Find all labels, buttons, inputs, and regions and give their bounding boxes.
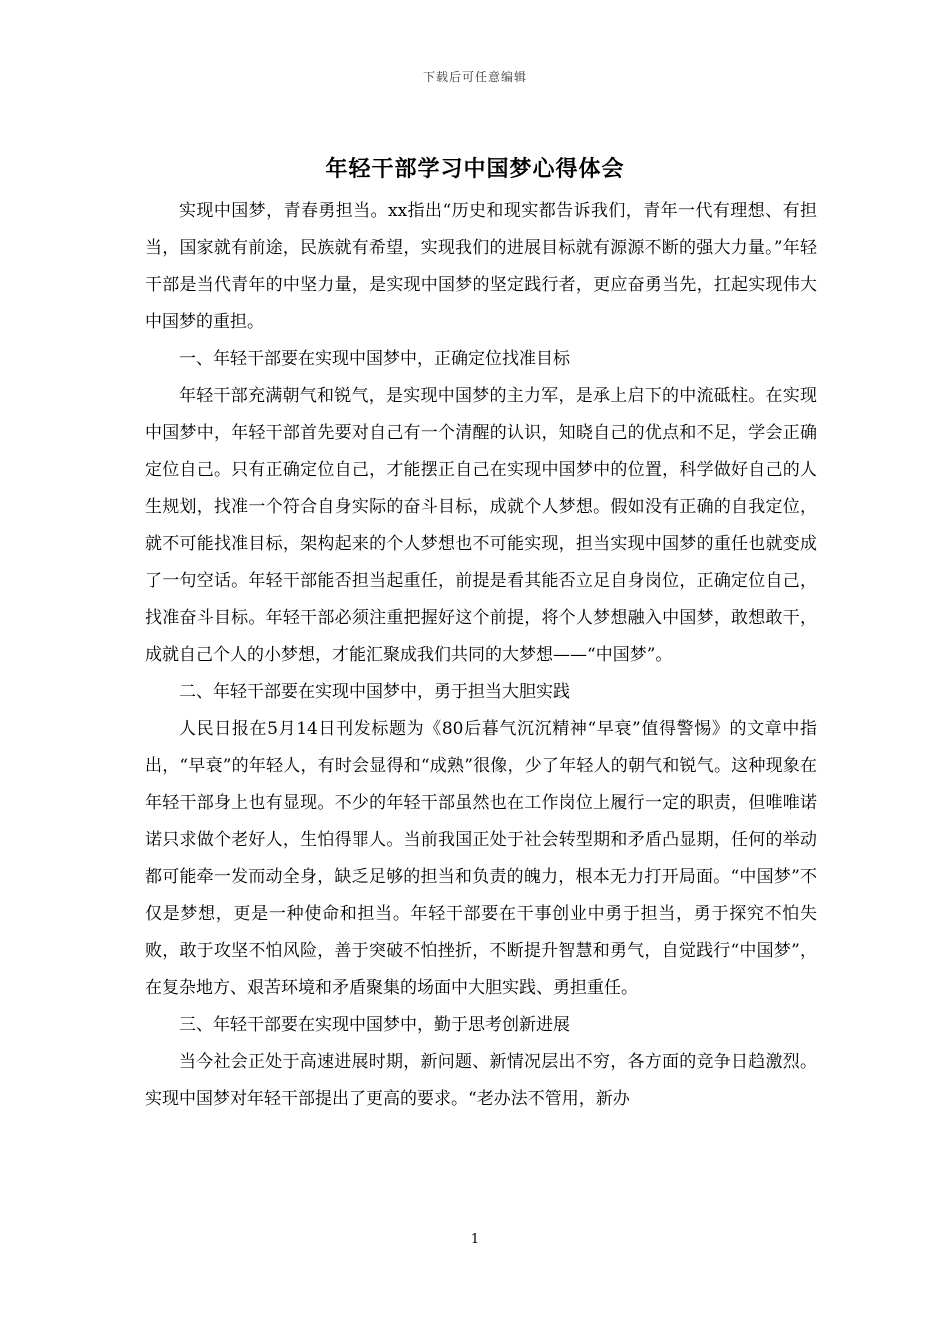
page-number: 1 bbox=[470, 1232, 480, 1247]
page-header-note: 下载后可任意编辑 bbox=[422, 70, 527, 84]
section-heading-3: 三、年轻干部要在实现中国梦中，勤于思考创新进展 bbox=[179, 1015, 570, 1035]
document-body bbox=[145, 193, 817, 1118]
section-heading-2: 二、年轻干部要在实现中国梦中，勇于担当大胆实践 bbox=[179, 682, 570, 702]
section-paragraph-2: 人民日报在5月14日刊发标题为《80后暮气沉沉精神“早衰”值得警惕》的文章中指出，“早衰”的年轻人，有时会显得和“成熟”很像，少了年轻人的朝气和锐气。这种现象在年轻干部身上也有显现。不少的年轻干部虽然也在工作岗位上履行一定的职责，但唯唯诺诺只求做个老好人，生怕得罪人。当前我国正处于社会转型期和矛盾凸显期，任何的举动都可能牵一发而动全身，缺乏足够的担当和负责的魄力，根本无力打开局面。“中国梦”不仅是梦想，更是一种使命和担当。年轻干部要在干事创业中勇于担当，勇于探究不怕失败，敢于攻坚不怕风险，善于突破不怕挫折，不断提升智慧和勇气，自觉践行“中国梦”，在复杂地方、艰苦环境和矛盾聚集的场面中大胆实践、勇担重任。 bbox=[145, 719, 817, 998]
intro-paragraph: 实现中国梦，青春勇担当。xx指出“历史和现实都告诉我们，青年一代有理想、有担当，国家就有前途，民族就有希望，实现我们的进展目标就有源源不断的强大力量。”年轻干部是当代青年的中坚力量，是实现中国梦的坚定践行者，更应奋勇当先，扛起实现伟大中国梦的重担。 bbox=[145, 201, 817, 332]
section-paragraph-1: 年轻干部充满朝气和锐气，是实现中国梦的主力军，是承上启下的中流砥柱。在实现中国梦中，年轻干部首先要对自己有一个清醒的认识，知晓自己的优点和不足，学会正确定位自己。只有正确定位自己，才能摆正自己在实现中国梦中的位置，科学做好自己的人生规划，找准一个符合自身实际的奋斗目标，成就个人梦想。假如没有正确的自我定位，就不可能找准目标，架构起来的个人梦想也不可能实现，担当实现中国梦的重任也就变成了一句空话。年轻干部能否担当起重任，前提是看其能否立足自身岗位，正确定位自己，找准奋斗目标。年轻干部必须注重把握好这个前提，将个人梦想融入中国梦，敢想敢干，成就自己个人的小梦想，才能汇聚成我们共同的大梦想——“中国梦”。 bbox=[145, 386, 817, 665]
section-heading-1: 一、年轻干部要在实现中国梦中，正确定位找准目标 bbox=[179, 349, 570, 369]
document-title: 年轻干部学习中国梦心得体会 bbox=[325, 156, 625, 182]
section-paragraph-3: 当今社会正处于高速进展时期，新问题、新情况层出不穷，各方面的竞争日趋激烈。实现中国梦对年轻干部提出了更高的要求。“老办法不管用，新办 bbox=[145, 1052, 817, 1109]
